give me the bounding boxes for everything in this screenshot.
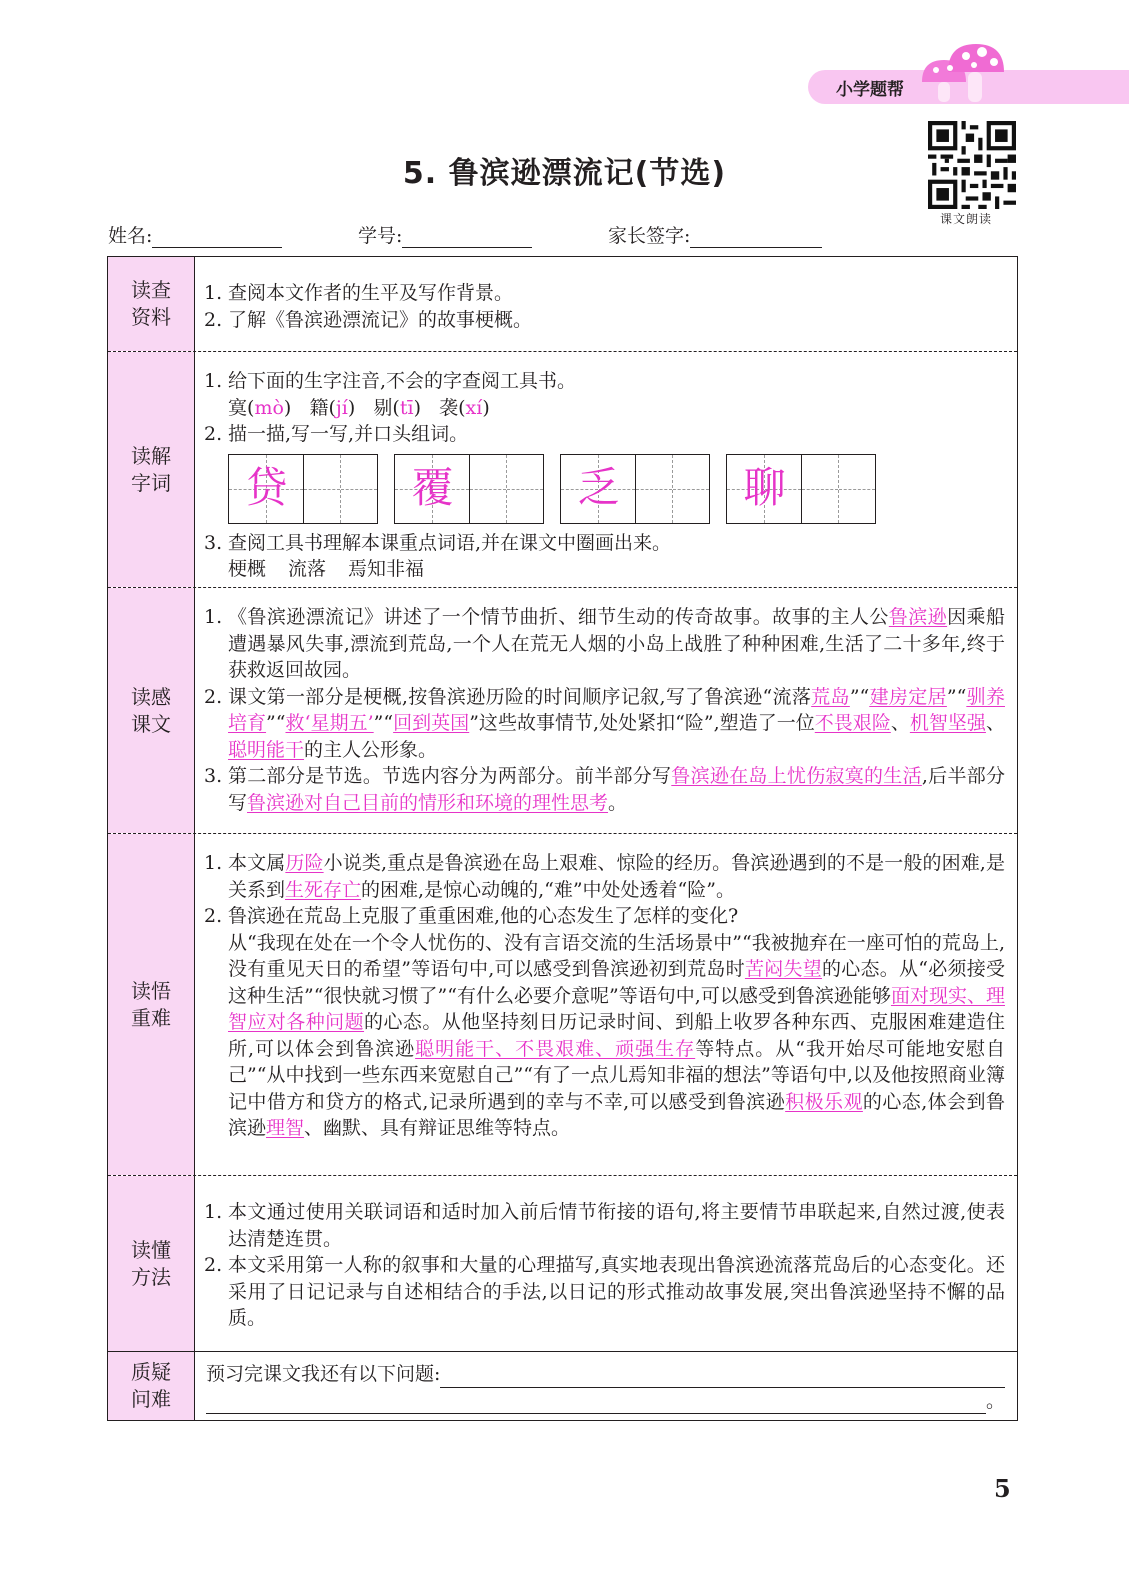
answer: 生死存亡 xyxy=(285,878,362,901)
trace-char: 聊 xyxy=(743,463,786,513)
list-item: 2. 课文第一部分是梗概,按鲁滨逊历险的时间顺序记叙,写了鲁滨逊“流落荒岛”“建房定居”“驯养培育”“救‘星期五’”“回到英国”这些故事情节,处处紧扣“险”,塑造了一位不畏艰险、机智坚强、聪明能干的主人公形象。 xyxy=(204,685,1005,761)
answer: 理智 xyxy=(266,1117,305,1139)
list-item: 2. 了解《鲁滨逊漂流记》的故事梗概。 xyxy=(204,308,533,331)
section-label: 读感 课文 xyxy=(108,588,195,833)
list-item: 1. 本文通过使用关联词语和适时加入前后情节衔接的语句,将主要情节串联起来,自然过渡,使表达清楚连贯。 xyxy=(204,1201,1005,1250)
section-key-difficulties xyxy=(108,834,1017,1176)
answer: 苦闷失望 xyxy=(744,958,822,980)
name-field[interactable] xyxy=(108,221,282,248)
answer: 不畏艰险 xyxy=(814,712,891,734)
list-item: 1. 给下面的生字注音,不会的字查阅工具书。 xyxy=(204,370,577,392)
name-blank[interactable] xyxy=(152,227,282,248)
page-title: 5. 鲁滨逊漂流记(节选) xyxy=(402,156,727,191)
key-words: 梗概 流落 焉知非福 xyxy=(228,558,425,580)
answer: 建房定居 xyxy=(869,685,947,708)
pinyin-item: 袭(xí) xyxy=(439,396,490,419)
answer: 鲁滨逊 xyxy=(888,606,948,628)
section-body xyxy=(204,1199,1005,1332)
section-label: 读悟 重难 xyxy=(108,834,195,1175)
question-line[interactable] xyxy=(440,1365,1005,1388)
list-item: 3. 第二部分是节选。节选内容分为两部分。前半部分写鲁滨逊在岛上忧伤寂寞的生活,后半部分写鲁滨逊对自己目前的情形和环境的理性思考。 xyxy=(204,765,1005,814)
answer: 聪明能干、不畏艰难、顽强生存 xyxy=(415,1037,696,1060)
section-body xyxy=(204,604,1005,816)
answer: 聪明能干 xyxy=(228,738,305,761)
question-prompt: 预习完课文我还有以下问题: xyxy=(206,1363,441,1385)
mushroom-icon xyxy=(914,42,1004,106)
trace-char: 覆 xyxy=(411,463,454,513)
list-item: 1. 查阅本文作者的生平及写作背景。 xyxy=(204,282,514,304)
answer: 历险 xyxy=(285,852,324,874)
end-mark: 。 xyxy=(985,1389,1005,1412)
list-item: 2. 本文采用第一人称的叙事和大量的心理描写,真实地表现出鲁滨逊流落荒岛后的心态变化。还采用了日记记录与自述相结合的手法,以日记的形式推动故事发展,突出鲁滨逊坚持不懈的品质。 xyxy=(204,1254,1005,1329)
pinyin-row xyxy=(204,395,1005,422)
answer: 积极乐观 xyxy=(785,1090,863,1113)
section-body xyxy=(206,1361,1005,1414)
answer: 驯养培育 xyxy=(228,685,1005,734)
section-read-research xyxy=(108,257,1017,352)
section-body xyxy=(204,280,1005,333)
student-id-label: 学号: xyxy=(358,225,403,247)
trace-char: 贷 xyxy=(245,463,288,513)
parent-signature-label: 家长签字: xyxy=(608,225,691,247)
section-read-text xyxy=(108,588,1017,834)
student-id-field[interactable] xyxy=(358,221,532,248)
question-line[interactable] xyxy=(206,1391,986,1414)
qr-caption: 课文朗读 xyxy=(940,212,993,226)
answer: 面对现实、理智应对各种问题 xyxy=(228,984,1005,1033)
section-body xyxy=(204,368,1005,583)
writing-grid[interactable] xyxy=(228,454,378,524)
list-item: 1. 《鲁滨逊漂流记》讲述了一个情节曲折、细节生动的传奇故事。故事的主人公鲁滨逊因乘船遭遇暴风失事,漂流到荒岛,一个人在荒无人烟的小岛上战胜了种种困难,生活了二十多年,终于获救返回故园。 xyxy=(204,606,1005,681)
list-item: 3. 查阅工具书理解本课重点词语,并在课文中圈画出来。 xyxy=(204,531,672,554)
trace-char: 乏 xyxy=(577,463,620,513)
list-item: 2. 描一描,写一写,并口头组词。 xyxy=(204,423,469,445)
list-item: 1. 本文属历险小说类,重点是鲁滨逊在岛上艰难、惊险的经历。鲁滨逊遇到的不是一般的困难,是关系到生死存亡的困难,是惊心动魄的,“难”中处处透着“险”。 xyxy=(204,852,1005,901)
writing-grid[interactable] xyxy=(394,454,544,524)
answer: 救‘星期五’ xyxy=(285,712,374,734)
writing-grid-row xyxy=(228,454,1005,524)
writing-grid[interactable] xyxy=(726,454,876,524)
parent-signature-field[interactable] xyxy=(608,221,822,248)
brand-name: 小学题帮 xyxy=(836,80,904,100)
answer: 回到英国 xyxy=(393,712,470,734)
worksheet-table xyxy=(107,256,1018,1421)
name-label: 姓名: xyxy=(108,225,153,247)
section-methods xyxy=(108,1176,1017,1352)
section-body xyxy=(204,850,1005,1142)
writing-grid[interactable] xyxy=(560,454,710,524)
list-item: 2. 鲁滨逊在荒岛上克服了重重困难,他的心态发生了怎样的变化? xyxy=(204,905,739,927)
pinyin-item: 寞(mò) xyxy=(228,396,292,419)
parent-signature-blank[interactable] xyxy=(690,227,822,248)
answer: 荒岛 xyxy=(811,685,850,708)
section-label: 读懂 方法 xyxy=(108,1176,195,1351)
section-label: 读查 资料 xyxy=(108,257,195,351)
pinyin-item: 剔(tī) xyxy=(373,396,421,419)
answer: 鲁滨逊对自己目前的情形和环境的理性思考 xyxy=(247,791,609,814)
section-questions xyxy=(108,1352,1017,1420)
answer: 机智坚强 xyxy=(909,712,986,734)
student-id-blank[interactable] xyxy=(402,227,532,248)
section-read-words xyxy=(108,352,1017,588)
pinyin-item: 籍(jí) xyxy=(309,396,356,419)
answer-paragraph: 从“我现在处在一个令人忧伤的、没有言语交流的生活场景中”“我被抛弃在一座可怕的荒岛上,没有重见天日的希望”等语句中,可以感受到鲁滨逊初到荒岛时苦闷失望的心态。从“必须接受这种生活”“很快就习惯了”“有什么必要介意呢”等语句中,可以感受到鲁滨逊能够面对现实、理智应对各种问题的心态。从他坚持刻日历记录时间、到船上收罗各种东西、克服困难建造住所,可以体会到鲁滨逊聪明能干、不畏艰难、顽强生存等特点。从“我开始尽可能地安慰自己”“从中找到一些东西来宽慰自己”“有了一点儿焉知非福的想法”等语句中,以及他按照商业簿记中借方和贷方的格式,记录所遇到的幸与不幸,可以感受到鲁滨逊积极乐观的心态,体会到鲁滨逊理智、幽默、具有辩证思维等特点。 xyxy=(228,931,1006,1139)
section-label: 读解 字词 xyxy=(108,352,195,587)
page-number: 5 xyxy=(994,1474,1011,1503)
section-label: 质疑 问难 xyxy=(108,1352,195,1420)
answer: 鲁滨逊在岛上忧伤寂寞的生活 xyxy=(671,765,922,787)
